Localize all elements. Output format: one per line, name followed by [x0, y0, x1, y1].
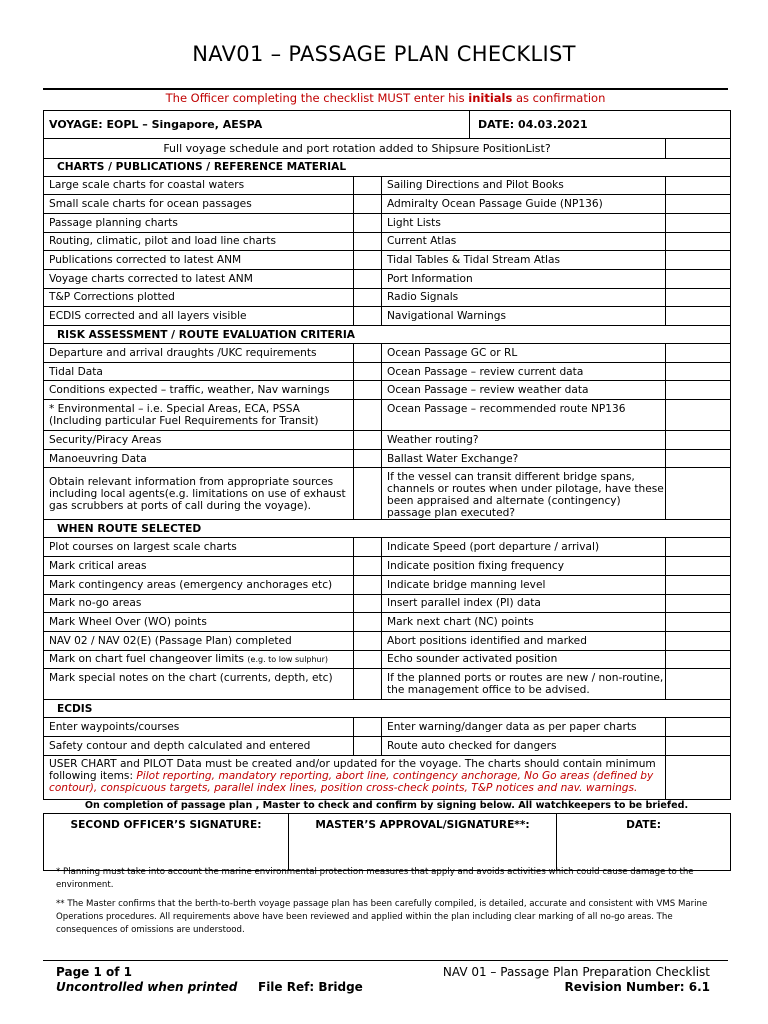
uncontrolled-label: Uncontrolled when printed	[56, 980, 238, 994]
date-field: DATE: 04.03.2021	[470, 111, 731, 139]
checklist-table	[43, 158, 731, 800]
initials-box[interactable]	[354, 669, 382, 700]
initials-box[interactable]	[666, 594, 731, 613]
check-item: Passage planning charts	[44, 213, 354, 232]
check-item: Enter waypoints/courses	[44, 718, 354, 737]
check-item: Conditions expected – traffic, weather, Nav warnings	[44, 381, 354, 400]
check-item: If the vessel can transit different bridge spans, channels or routes when under pilotage, have these been appraised and alternate (contingency) passage plan executed?	[382, 468, 666, 520]
initials-box[interactable]	[666, 362, 731, 381]
check-item: Large scale charts for coastal waters	[44, 176, 354, 195]
second-officer-signature-field[interactable]: SECOND OFFICER’S SIGNATURE:	[44, 814, 289, 871]
initials-box[interactable]	[666, 251, 731, 270]
initials-box[interactable]	[354, 213, 382, 232]
signature-date-field[interactable]: DATE:	[557, 814, 731, 871]
check-item: Departure and arrival draughts /UKC requirements	[44, 344, 354, 363]
initials-box[interactable]	[666, 269, 731, 288]
check-item: Publications corrected to latest ANM	[44, 251, 354, 270]
check-item: Insert parallel index (PI) data	[382, 594, 666, 613]
initials-box[interactable]	[354, 176, 382, 195]
check-item: Indicate Speed (port departure / arrival)	[382, 538, 666, 557]
initials-box[interactable]	[666, 176, 731, 195]
check-item: Ocean Passage – review current data	[382, 362, 666, 381]
master-signature-field[interactable]: MASTER’S APPROVAL/SIGNATURE**:	[289, 814, 557, 871]
check-item: Enter warning/danger data as per paper charts	[382, 718, 666, 737]
file-ref: File Ref: Bridge	[258, 980, 363, 994]
initials-note: The Officer completing the checklist MUST enter his initials as confirmation	[165, 91, 606, 105]
check-item: Voyage charts corrected to latest ANM	[44, 269, 354, 288]
section-title-route: WHEN ROUTE SELECTED	[44, 520, 731, 538]
initials-box[interactable]	[666, 344, 731, 363]
section-title-charts: CHARTS / PUBLICATIONS / REFERENCE MATERIAL	[44, 158, 731, 176]
initials-box[interactable]	[354, 557, 382, 576]
check-item: Ocean Passage GC or RL	[382, 344, 666, 363]
initials-box[interactable]	[354, 594, 382, 613]
check-item: Weather routing?	[382, 431, 666, 450]
initials-box[interactable]	[354, 736, 382, 755]
initials-box[interactable]	[666, 381, 731, 400]
footnote-master-confirmation: ** The Master confirms that the berth-to-berth voyage passage plan has been carefully compiled, is detailed, accurate and consistent with VMS Marine Operations procedures. All requirements above have been reviewed and applied within the plan including clear marking of all no-go areas. The consequences of omissions are understood.	[56, 899, 708, 935]
initials-box[interactable]	[354, 269, 382, 288]
initials-box[interactable]	[666, 538, 731, 557]
initials-box[interactable]	[666, 400, 731, 431]
check-item: Mark on chart fuel changeover limits (e.g. to low sulphur)	[44, 650, 354, 669]
initials-box[interactable]	[666, 613, 731, 632]
check-item: Indicate bridge manning level	[382, 575, 666, 594]
check-item: If the planned ports or routes are new / non-routine, the management office to be advised.	[382, 669, 666, 700]
initials-box[interactable]	[666, 650, 731, 669]
initials-box[interactable]	[666, 431, 731, 450]
initials-box[interactable]	[666, 449, 731, 468]
initials-box[interactable]	[666, 468, 731, 520]
initials-box[interactable]	[354, 195, 382, 214]
check-item: T&P Corrections plotted	[44, 288, 354, 307]
initials-box[interactable]	[666, 669, 731, 700]
check-item: Small scale charts for ocean passages	[44, 195, 354, 214]
initials-box[interactable]	[354, 431, 382, 450]
section-title-risk: RISK ASSESSMENT / ROUTE EVALUATION CRITERIA	[44, 326, 731, 344]
check-item: Security/Piracy Areas	[44, 431, 354, 450]
check-item: Echo sounder activated position	[382, 650, 666, 669]
check-item: Route auto checked for dangers	[382, 736, 666, 755]
check-item: Admiralty Ocean Passage Guide (NP136)	[382, 195, 666, 214]
signature-table	[43, 813, 731, 871]
initials-box[interactable]	[354, 381, 382, 400]
initials-box[interactable]	[354, 613, 382, 632]
check-item: Safety contour and depth calculated and entered	[44, 736, 354, 755]
check-item: * Environmental – i.e. Special Areas, ECA, PSSA (Including particular Fuel Requirements for Transit)	[44, 400, 354, 431]
check-item: Ocean Passage – review weather data	[382, 381, 666, 400]
initials-box[interactable]	[666, 288, 731, 307]
initials-box[interactable]	[666, 755, 731, 799]
completion-note: On completion of passage plan , Master to check and confirm by signing below. All watchkeepers to be briefed.	[84, 800, 689, 811]
fuel-changeover-note: (e.g. to low sulphur)	[247, 654, 329, 664]
check-item: Manoeuvring Data	[44, 449, 354, 468]
initials-box[interactable]	[354, 650, 382, 669]
check-item: Plot courses on largest scale charts	[44, 538, 354, 557]
footer-rule	[43, 960, 728, 961]
check-item: Navigational Warnings	[382, 307, 666, 326]
page-number: Page 1 of 1	[56, 965, 132, 979]
initials-box[interactable]	[666, 213, 731, 232]
voyage-table	[43, 110, 731, 159]
initials-box[interactable]	[354, 538, 382, 557]
check-item: Obtain relevant information from appropriate sources including local agents(e.g. limitations on use of exhaust gas scrubbers at ports of call during the voyage).	[44, 468, 354, 520]
check-item: Tidal Tables & Tidal Stream Atlas	[382, 251, 666, 270]
revision-number: Revision Number: 6.1	[564, 980, 710, 994]
check-item: Mark Wheel Over (WO) points	[44, 613, 354, 632]
initials-box[interactable]	[666, 736, 731, 755]
footnote-environment: * Planning must take into account the marine environmental protection measures that apply and avoids activities which could cause damage to the environment.	[56, 867, 694, 890]
check-item: Current Atlas	[382, 232, 666, 251]
check-item: ECDIS corrected and all layers visible	[44, 307, 354, 326]
check-item: Mark next chart (NC) points	[382, 613, 666, 632]
initials-box[interactable]	[354, 718, 382, 737]
initials-box[interactable]	[354, 362, 382, 381]
initials-box[interactable]	[666, 557, 731, 576]
initials-box[interactable]	[354, 468, 382, 520]
initials-box[interactable]	[354, 449, 382, 468]
check-item: NAV 02 / NAV 02(E) (Passage Plan) completed	[44, 631, 354, 650]
user-chart-requirement: USER CHART and PILOT Data must be created and/or updated for the voyage. The charts should contain minimum following items: Pilot reporting, mandatory reporting, abort line, contingency anchorage, No Go areas (defined by contour), conspicuous targets, parallel index lines, position cross-check points, T&P notices and nav. warnings.	[44, 755, 666, 799]
check-item: Mark contingency areas (emergency anchorages etc)	[44, 575, 354, 594]
check-item: Tidal Data	[44, 362, 354, 381]
check-item: Radio Signals	[382, 288, 666, 307]
initials-box[interactable]	[354, 307, 382, 326]
position-list-question: Full voyage schedule and port rotation added to Shipsure PositionList?	[44, 139, 666, 159]
initials-box[interactable]	[666, 631, 731, 650]
check-item: Port Information	[382, 269, 666, 288]
check-item: Ballast Water Exchange?	[382, 449, 666, 468]
initials-box[interactable]	[354, 575, 382, 594]
check-item: Mark no-go areas	[44, 594, 354, 613]
check-item: Ocean Passage – recommended route NP136	[382, 400, 666, 431]
check-item: Mark special notes on the chart (currents, depth, etc)	[44, 669, 354, 700]
check-item: Abort positions identified and marked	[382, 631, 666, 650]
initials-box[interactable]	[666, 575, 731, 594]
initials-box[interactable]	[354, 344, 382, 363]
initials-box[interactable]	[666, 195, 731, 214]
initials-box[interactable]	[354, 631, 382, 650]
check-item: Sailing Directions and Pilot Books	[382, 176, 666, 195]
document-name: NAV 01 – Passage Plan Preparation Checklist	[442, 965, 710, 979]
check-item: Light Lists	[382, 213, 666, 232]
section-title-ecdis: ECDIS	[44, 700, 731, 718]
check-item: Routing, climatic, pilot and load line charts	[44, 232, 354, 251]
title-rule	[43, 88, 728, 90]
initials-box[interactable]	[666, 307, 731, 326]
initials-box[interactable]	[666, 232, 731, 251]
initials-box[interactable]	[354, 251, 382, 270]
initials-box[interactable]	[354, 232, 382, 251]
initials-box[interactable]	[666, 718, 731, 737]
voyage-field: VOYAGE: EOPL – Singapore, AESPA	[44, 111, 470, 139]
check-item: Indicate position fixing frequency	[382, 557, 666, 576]
initials-box[interactable]	[354, 400, 382, 431]
document-title: NAV01 – PASSAGE PLAN CHECKLIST	[192, 42, 576, 66]
check-item: Mark critical areas	[44, 557, 354, 576]
initials-box[interactable]	[666, 139, 731, 159]
initials-box[interactable]	[354, 288, 382, 307]
